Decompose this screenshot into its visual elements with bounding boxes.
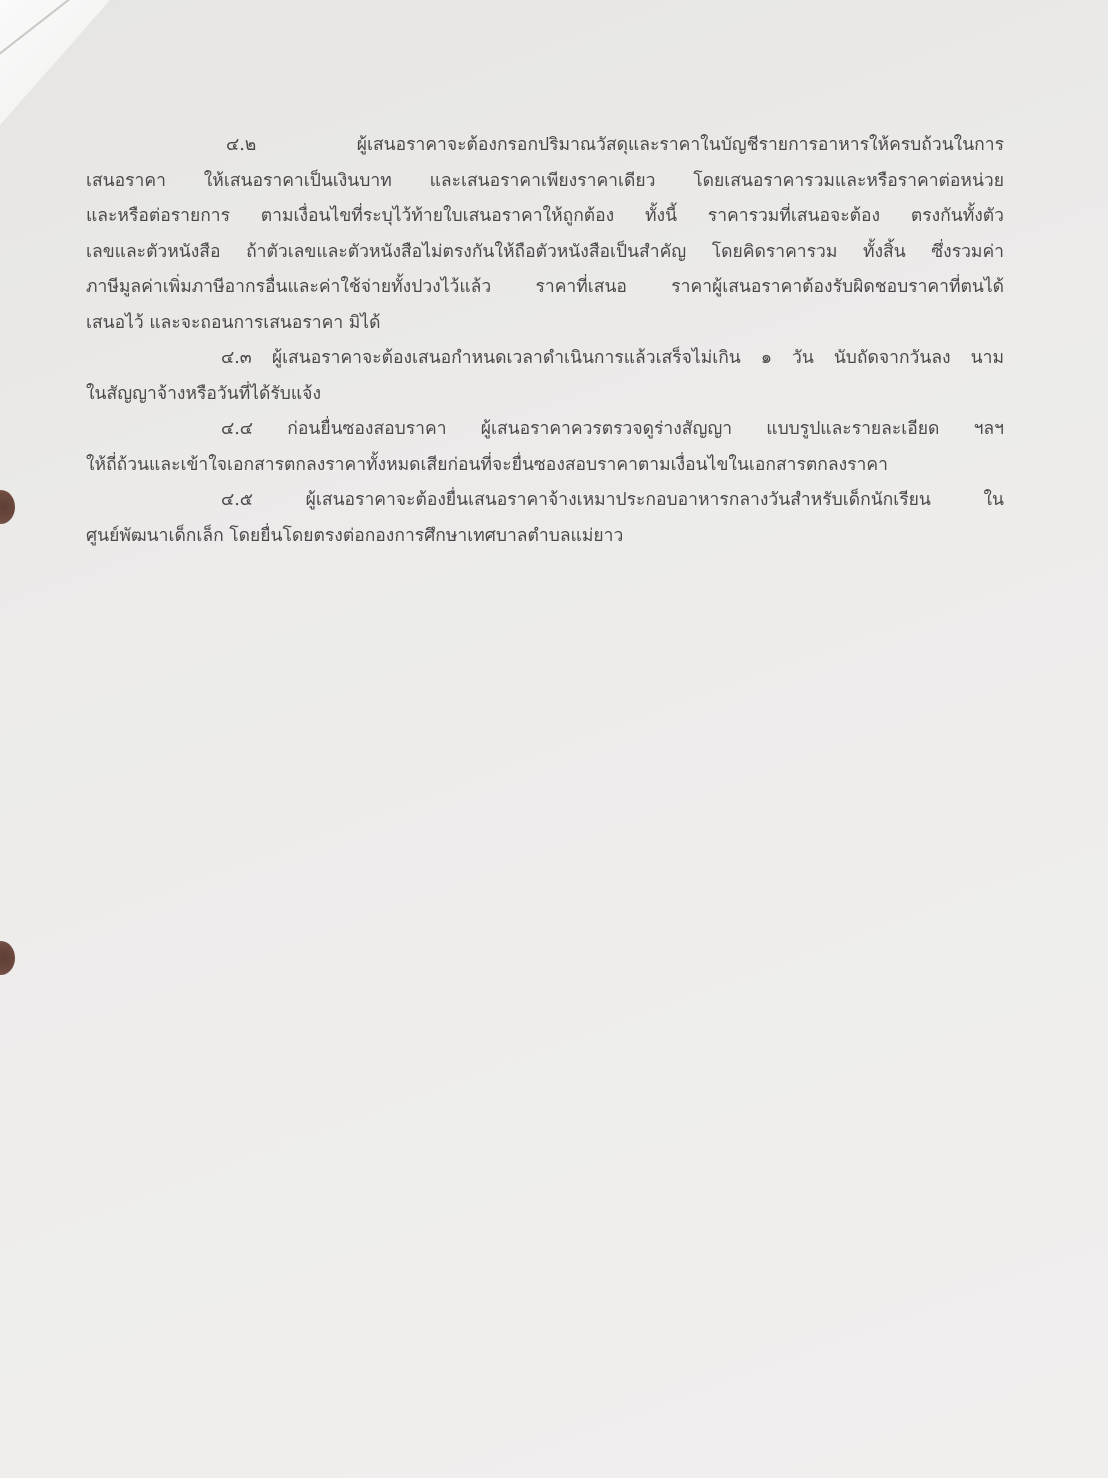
paragraph-4-5 [86, 483, 1004, 554]
paragraph-line: ให้ถี่ถ้วนและเข้าใจเอกสารตกลงราคาทั้งหมดเสียก่อนที่จะยื่นซองสอบราคาตามเงื่อนไขในเอกสารตกลงราคา [86, 454, 888, 475]
paragraph-line: ๔.๕ ผู้เสนอราคาจะต้องยื่นเสนอราคาจ้างเหมาประกอบอาหารกลางวันสำหรับเด็กนักเรียน ใน [221, 490, 1004, 510]
paragraph-line: เลขและตัวหนังสือ ถ้าตัวเลขและตัวหนังสือไม่ตรงกันให้ถือตัวหนังสือเป็นสำคัญ โดยคิดราคารวม ทั้งสิ้น ซึ่งรวมค่า [86, 241, 1004, 262]
paragraph-line: ศูนย์พัฒนาเด็กเล็ก โดยยื่นโดยตรงต่อกองการศึกษาเทศบาลตำบลแม่ยาว [86, 525, 624, 546]
document-body [86, 128, 1004, 554]
paragraph-line: ๔.๔ ก่อนยื่นซองสอบราคา ผู้เสนอราคาควรตรวจดูร่างสัญญา แบบรูปและรายละเอียด ฯลฯ [221, 419, 1004, 439]
punch-hole-top [0, 490, 15, 524]
paragraph-line: เสนอไว้ และจะถอนการเสนอราคา มิได้ [86, 312, 381, 333]
punch-hole-bottom [0, 941, 15, 975]
paragraph-4-3 [86, 341, 1004, 412]
paragraph-line: ๔.๒ ผู้เสนอราคาจะต้องกรอกปริมาณวัสดุและราคาในบัญชีรายการอาหารให้ครบถ้วนในการ [226, 135, 1004, 155]
paragraph-line: และหรือต่อรายการ ตามเงื่อนไขที่ระบุไว้ท้ายใบเสนอราคาให้ถูกต้อง ทั้งนี้ ราคารวมที่เสนอจะต้อง ตรงกันทั้งตัว [86, 206, 1004, 226]
paragraph-line: ๔.๓ ผู้เสนอราคาจะต้องเสนอกำหนดเวลาดำเนินการแล้วเสร็จไม่เกิน ๑ วัน นับถัดจากวันลง นาม [221, 348, 1004, 368]
paragraph-4-2 [86, 128, 1004, 341]
folded-page-corner [0, 0, 110, 125]
paragraph-line: เสนอราคา ให้เสนอราคาเป็นเงินบาท และเสนอราคาเพียงราคาเดียว โดยเสนอราคารวมและหรือราคาต่อหน่วย [86, 170, 1004, 191]
paragraph-line: ในสัญญาจ้างหรือวันที่ได้รับแจ้ง [86, 383, 321, 404]
paragraph-4-4 [86, 412, 1004, 483]
paragraph-line: ภาษีมูลค่าเพิ่มภาษีอากรอื่นและค่าใช้จ่ายทั้งปวงไว้แล้ว ราคาที่เสนอ ราคาผู้เสนอราคาต้องรับผิดชอบราคาที่ตนได้ [86, 277, 1004, 297]
